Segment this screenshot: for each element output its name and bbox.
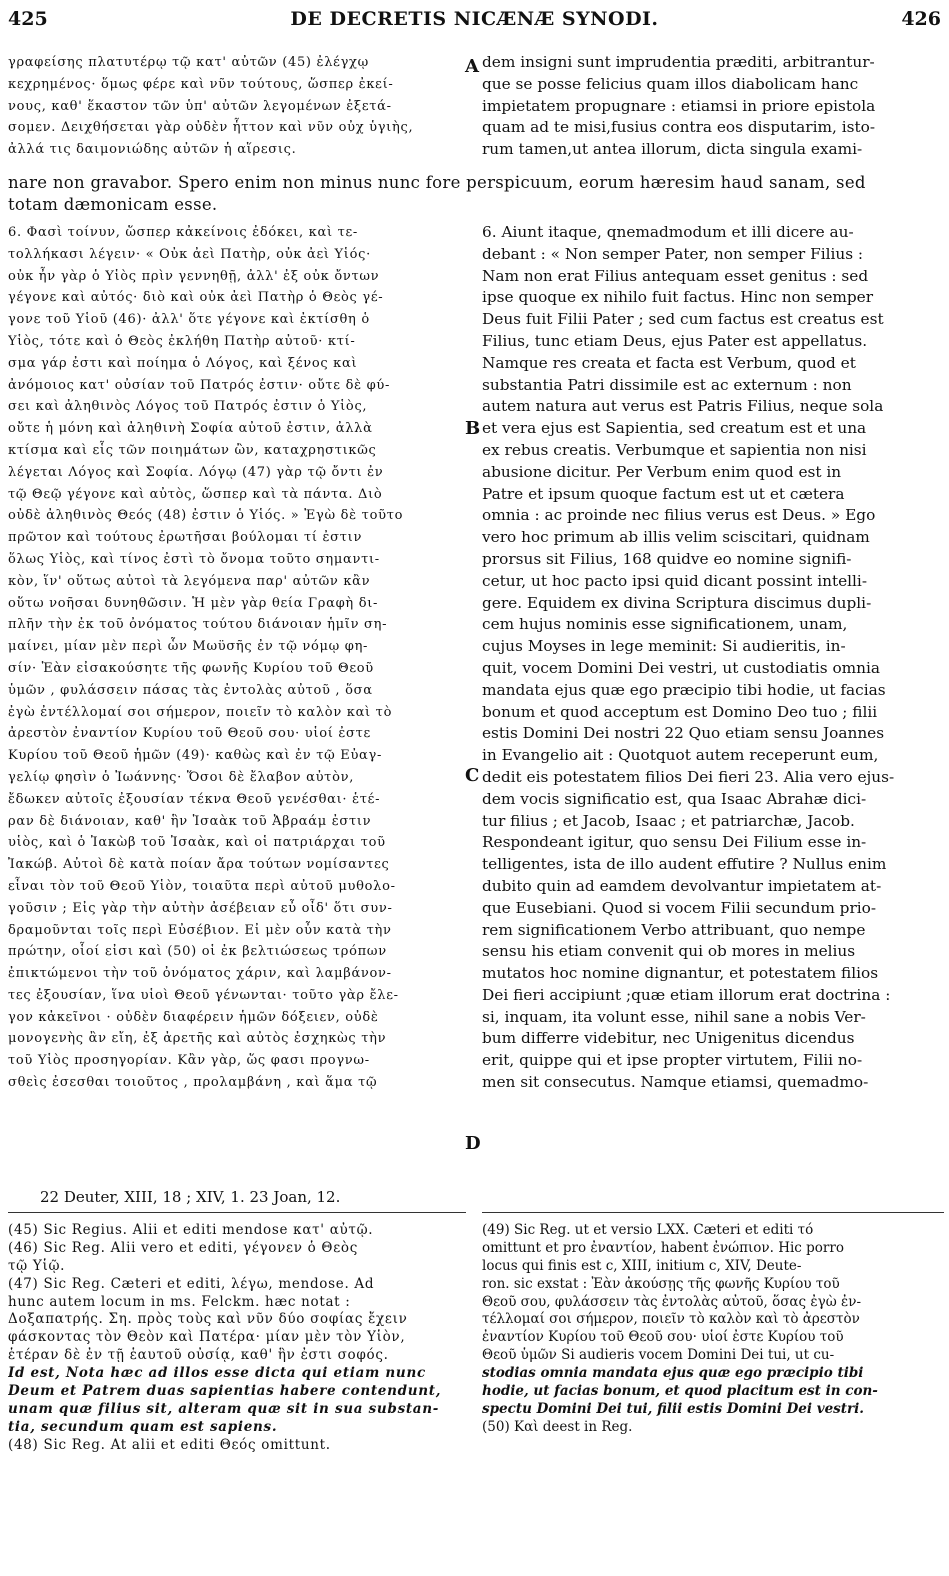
footnote-line: Θεοῦ σου, φυλάσσειν τὰς ἐντολὰς αὐτοῦ, ὅσας ἐγὼ ἐν- [482, 1293, 862, 1310]
latin-text-line: rem significationem Verbo attribuant, quo nempe [482, 920, 866, 939]
footnote-line: (49) Sic Reg. ut et versio LXX. Cæteri et editi τό [482, 1222, 814, 1238]
greek-text-line: οὔτε ἡ μόνη καὶ ἀληθινὴ Σοφία αὐτοῦ ἐστιν, ἀλλὰ [8, 421, 373, 437]
greek-text-line: ἀλλά τις δαιμονιώδης αὐτῶν ἡ αἵρεσις. [8, 142, 297, 158]
footnote-line: τῷ Υἱῷ. [8, 1257, 66, 1274]
page-number-left: 425 [8, 8, 48, 30]
latin-text-line: ex rebus creatis. Verbumque et sapientia non nisi [482, 440, 867, 459]
latin-text-line: dedit eis potestatem filios Dei fieri 23. Alia vero ejus- [482, 767, 895, 786]
greek-text-line: γέγονε καὶ αὐτός· διὸ καὶ οὐκ ἀεὶ Πατὴρ ὁ Θεὸς γέ- [8, 290, 384, 306]
greek-text-line: σθεὶς ἐσεσθαι τοιοῦτος , προλαμβάνη , καὶ ἅμα τῷ [8, 1075, 378, 1091]
full-width-text [8, 172, 943, 216]
greek-text-line: σει καὶ ἀληθινὸς Λόγος τοῦ Πατρός ἐστιν ὁ Υἱὸς, [8, 399, 368, 415]
greek-text-line: γοῦσιν ; Εἰς γὰρ τὴν αὐτὴν ἀσέβειαν εὖ οἶδ' ὅτι συν- [8, 900, 393, 916]
latin-text-line: cetur, ut hoc pacto ipsi quid dicant possint intelli- [482, 571, 867, 590]
footnote-rule-right [482, 1212, 944, 1213]
footnotes-left [8, 1222, 466, 1455]
greek-text-line: ἔδωκεν αὐτοῖς ἐξουσίαν τέκνα Θεοῦ γενέσθαι· ἑτέ- [8, 791, 381, 807]
footnote-line: hunc autem locum in ms. Felckm. hæc notat : [8, 1293, 351, 1310]
greek-text-line: πρώτην, οἷοί εἰσι καὶ (50) οἱ ἐκ βελτιώσεως τρόπων [8, 944, 387, 960]
latin-column-main [482, 222, 944, 1094]
latin-text-line: in Evangelio ait : Quotquot autem receperunt eum, [482, 746, 879, 765]
latin-text-line: mandata ejus quæ ego præcipio tibi hodie, ut facias [482, 680, 886, 699]
latin-text-line: mutatos hoc nomine dignantur, et potestatem filios [482, 964, 879, 983]
latin-text-line: erit, quippe qui et ipse propter virtutem, Filii no- [482, 1051, 863, 1070]
margin-marker-a: A [465, 56, 479, 77]
greek-text-line: μονογενὴς ἂν εἴη, ἐξ ἀρετῆς καὶ αὐτὸς ἐσχηκὼς τὴν [8, 1031, 387, 1047]
latin-text-line: que Eusebiani. Quod si vocem Filii secundum prio- [482, 898, 877, 917]
footnote-line: ἐναντίον Κυρίου τοῦ Θεοῦ σου· υἱοί ἐστε Κυρίου τοῦ [482, 1329, 844, 1346]
greek-text-line: Ἰακώβ. Αὐτοὶ δὲ κατὰ ποίαν ἄρα τούτων νομίσαντες [8, 857, 390, 873]
latin-text-line: sensu his etiam convenit qui ob mores in melius [482, 942, 856, 961]
footnote-rule-left [8, 1212, 466, 1213]
footnote-line: omittunt et pro ἐναντίον, habent ἐνώπιον. Hic porro [482, 1239, 844, 1256]
footnote-line: (47) Sic Reg. Cæteri et editi, λέγω, mendose. Ad [8, 1275, 375, 1292]
latin-text-line: abusione dicitur. Per Verbum enim quod est in [482, 462, 842, 481]
footnote-line: (45) Sic Regius. Alii et editi mendose κατ' αὐτῷ. [8, 1222, 374, 1238]
running-title: DE DECRETIS NICÆNÆ SYNODI. [290, 8, 659, 30]
latin-text-line: vero hoc primum ab illis velim sciscitari, quidnam [482, 528, 870, 547]
footnote-line: φάσκοντας τὸν Θεὸν καὶ Πατέρα· μίαν μὲν τὸν Υἱὸν, [8, 1329, 406, 1346]
greek-text-line: σμα γάρ ἐστι καὶ ποίημα ὁ Λόγος, καὶ ξένος καὶ [8, 355, 358, 371]
full-width-text-line: nare non gravabor. Spero enim non minus nunc fore perspicuum, eorum hæresim haud sanam, sed [8, 173, 866, 192]
latin-text-line: quam ad te misi,fusius contra eos disputarim, isto- [482, 118, 875, 137]
footnote-line: hodie, ut facias bonum, et quod placitum est in con- [482, 1383, 878, 1400]
footnote-line: τέλλομαί σοι σήμερον, ποιεῖν τὸ καλὸν καὶ τὸ ἀρεστὸν [482, 1311, 860, 1328]
latin-text-line: Respondeant igitur, quo sensu Dei Filium esse in- [482, 833, 867, 852]
greek-text-line: τολλήκασι λέγειν· « Οὐκ ἀεὶ Πατὴρ, οὐκ ἀεὶ Υἱός· [8, 246, 371, 262]
latin-text-line: 6. Aiunt itaque, qnemadmodum et illi dicere au- [482, 223, 854, 241]
latin-text-line: tur filius ; et Jacob, Isaac ; et patriarchæ, Jacob. [482, 811, 855, 830]
running-header [8, 8, 941, 38]
latin-text-line: prorsus sit Filius, 168 quidve eo nomine signifi- [482, 549, 852, 568]
greek-text-line: κεχρημένος· ὅμως φέρε καὶ νῦν τούτους, ὥσπερ ἐκεί- [8, 76, 394, 92]
footnote-line: ron. sic exstat : Ἐὰν ἀκούσῃς τῆς φωνῆς Κυρίου τοῦ [482, 1275, 840, 1292]
page-number-right: 426 [901, 8, 941, 30]
footnote-line: locus qui finis est c, XIII, initium c, XIV, Deute- [482, 1257, 802, 1274]
greek-text-line: ὅλως Υἱὸς, καὶ τίνος ἐστὶ τὸ ὄνομα τοῦτο σημαντι- [8, 551, 380, 567]
latin-text-line: Patre et ipsum quoque factum est ut et cætera [482, 484, 845, 503]
greek-text-line: Κυρίου τοῦ Θεοῦ ἡμῶν (49)· καθὼς καὶ ἐν τῷ Εὐαγ- [8, 748, 383, 764]
greek-column-main [8, 222, 466, 1094]
greek-text-line: οὐδὲ ἀληθινὸς Θεός (48) ἐστιν ὁ Υἱός. » Ἐγὼ δὲ τοῦτο [8, 508, 404, 524]
greek-text-line: πλῆν τὴν ἐκ τοῦ ὀνόματος τούτου διάνοιαν ἡμῖν ση- [8, 617, 388, 633]
margin-marker-d: D [465, 1133, 481, 1154]
footnotes-right [482, 1222, 944, 1437]
footnote-line: Δοξαπατρής. Ση. πρὸς τοὺς καὶ νῦν δύο σοφίας ἔχειν [8, 1311, 408, 1328]
greek-text-line: ἐπικτώμενοι τὴν τοῦ ὀνόματος χάριν, καὶ λαμβάνον- [8, 966, 392, 982]
footnote-line: (46) Sic Reg. Alii vero et editi, γέγονεν ὁ Θεὸς [8, 1239, 358, 1256]
greek-text-line: σίν· Ἐὰν εἰσακούσητε τῆς φωνῆς Κυρίου τοῦ Θεοῦ [8, 660, 374, 676]
footnote-line: stodias omnia mandata ejus quæ ego præcipio tibi [482, 1365, 864, 1382]
greek-text-line: Υἱὸς, τότε καὶ ὁ Θεὸς ἐκλήθη Πατὴρ αὐτοῦ· κτί- [8, 333, 356, 349]
greek-column-top [8, 52, 466, 161]
greek-text-line: γελίῳ φησὶν ὁ Ἰωάννης· Ὅσοι δὲ ἔλαβον αὐτὸν, [8, 769, 355, 785]
margin-marker-b: B [465, 418, 481, 439]
greek-text-line: πρῶτον καὶ τούτους ἐρωτῆσαι βούλομαι τί ἐστιν [8, 530, 363, 546]
latin-text-line: Dei fieri accipiunt ;quæ etiam illorum erat doctrina : [482, 985, 891, 1004]
footnote-line: tia, secundum quam est sapiens. [8, 1418, 278, 1435]
latin-text-line: Filius, tunc etiam Deus, ejus Pater est appellatus. [482, 331, 868, 350]
greek-text-line: λέγεται Λόγος καὶ Σοφία. Λόγῳ (47) γὰρ τῷ ὄντι ἐν [8, 464, 384, 480]
latin-text-line: cem hujus nominis esse significationem, unam, [482, 615, 848, 634]
greek-text-line: νους, καθ' ἕκαστον τῶν ὑπ' αὐτῶν λεγομένων ἐξετά- [8, 98, 392, 114]
greek-text-line: ραν δὲ διάνοιαν, καθ' ἣν Ἰσαὰκ τοῦ Ἀβραάμ ἐστιν [8, 813, 372, 829]
latin-text-line: men sit consecutus. Namque etiamsi, quemadmo- [482, 1073, 869, 1092]
latin-column-top [482, 52, 944, 161]
greek-text-line: τοῦ Υἱὸς προσηγορίαν. Κἂν γὰρ, ὥς φασι προγνω- [8, 1053, 370, 1069]
greek-text-line: σομεν. Δειχθήσεται γὰρ οὐδὲν ἧττον καὶ νῦν οὐχ ὑγιὴς, [8, 120, 414, 136]
footnote-line: ἑτέραν δὲ ἐν τῇ ἑαυτοῦ οὐσίᾳ, καθ' ἣν ἐστι σοφός. [8, 1347, 389, 1364]
latin-text-line: bonum et quod acceptum est Domino Deo tuo ; filii [482, 702, 878, 721]
footnote-line: (48) Sic Reg. At alii et editi Θεός omittunt. [8, 1436, 331, 1453]
footnote-line: (50) Καὶ deest in Reg. [482, 1418, 633, 1435]
footnote-line: unam quæ filius sit, alteram quæ sit in sua substan- [8, 1400, 440, 1417]
greek-text-line: υἱὸς, καὶ ὁ Ἰακὼβ τοῦ Ἰσαὰκ, καὶ οἱ πατριάρχαι τοῦ [8, 835, 386, 851]
greek-text-line: τῷ Θεῷ γέγονε καὶ αὐτὸς, ὥσπερ καὶ τὰ πάντα. Διὸ [8, 486, 383, 502]
greek-text-line: τες ἐξουσίαν, ἵνα υἱοὶ Θεοῦ γένωνται· τοῦτο γὰρ ἔλε- [8, 987, 399, 1003]
latin-text-line: estis Domini Dei nostri 22 Quo etiam sensu Joannes [482, 724, 885, 743]
latin-text-line: ipse quoque ex nihilo fuit factus. Hinc non semper [482, 288, 874, 307]
greek-text-line: γονε τοῦ Υἱοῦ (46)· ἀλλ' ὅτε γέγονε καὶ ἐκτίσθη ὁ [8, 312, 370, 328]
latin-text-line: et vera ejus est Sapientia, sed creatum est et una [482, 419, 867, 438]
latin-text-line: impietatem propugnare : etiamsi in priore epistola [482, 96, 876, 115]
latin-text-line: gere. Equidem ex divina Scriptura discimus dupli- [482, 593, 872, 612]
latin-text-line: telligentes, ista de illo audent effutire ? Nullus enim [482, 855, 887, 874]
greek-text-line: 6. Φασὶ τοίνυν, ὥσπερ κἀκείνοις ἐδόκει, καὶ τε- [8, 225, 358, 240]
latin-text-line: Nam non erat Filius antequam esset genitus : sed [482, 266, 869, 285]
greek-text-line: δραμοῦνται τοῖς περὶ Εὐσέβιον. Εἰ μὲν οὖν κατὰ τὴν [8, 922, 392, 938]
footnote-line: Θεοῦ ὑμῶν Si audieris vocem Domini Dei tui, ut cu- [482, 1347, 835, 1364]
footnote-line: Deum et Patrem duas sapientias habere contendunt, [8, 1383, 442, 1400]
greek-text-line: γον κἀκεῖνοι · οὐδὲν διαφέρειν ἡμῶν δόξειεν, οὐδὲ [8, 1009, 379, 1025]
greek-text-line: μαίνει, μίαν μὲν περὶ ὧν Μωϋσῆς ἐν τῷ νόμῳ φη- [8, 639, 369, 655]
latin-text-line: Deus fuit Filii Pater ; sed cum factus est creatus est [482, 310, 884, 329]
greek-text-line: ὑμῶν , φυλάσσειν πάσας τὰς ἐντολὰς αὐτοῦ , ὅσα [8, 682, 373, 698]
greek-text-line: ἀρεστὸν ἐναντίον Κυρίου τοῦ Θεοῦ σου· υἱοί ἐστε [8, 726, 371, 742]
latin-text-line: rum tamen,ut antea illorum, dicta singula exami- [482, 140, 863, 159]
greek-text-line: κτίσμα καὶ εἷς τῶν ποιημάτων ὢν, καταχρηστικῶς [8, 442, 377, 458]
latin-text-line: substantia Patri dissimile est ac externum : non [482, 375, 852, 394]
full-width-text-line: totam dæmonicam esse. [8, 194, 218, 214]
latin-text-line: dem vocis significatio est, qua Isaac Abrahæ dici- [482, 789, 867, 808]
latin-text-line: cujus Moyses in lege meminit: Si audieritis, in- [482, 637, 846, 656]
latin-text-line: bum differre videbitur, nec Unigenitus dicendus [482, 1029, 855, 1048]
greek-text-line: εἶναι τὸν τοῦ Θεοῦ Υἱὸν, τοιαῦτα περὶ αὐτοῦ μυθολο- [8, 878, 396, 894]
greek-text-line: γραφείσης πλατυτέρῳ τῷ κατ' αὐτῶν (45) ἐλέγχῳ [8, 55, 369, 70]
latin-text-line: si, inquam, ita volunt esse, nihil sane a nobis Ver- [482, 1007, 866, 1026]
latin-text-line: autem natura aut verus est Patris Filius, neque sola [482, 397, 884, 416]
latin-text-line: omnia : ac proinde nec filius verus est Deus. » Ego [482, 506, 876, 525]
margin-marker-c: C [465, 765, 480, 786]
latin-text-line: que se posse felicius quam illos diabolicam hanc [482, 74, 859, 93]
greek-text-line: ἐγὼ ἐντέλλομαί σοι σήμερον, ποιεῖν τὸ καλὸν καὶ τὸ [8, 704, 393, 720]
greek-text-line: ἀνόμοιος κατ' οὐσίαν τοῦ Πατρός ἐστιν· οὔτε δὲ φύ- [8, 377, 391, 393]
latin-text-line: quit, vocem Domini Dei vestri, ut custodiatis omnia [482, 658, 881, 677]
latin-text-line: dem insigni sunt imprudentia præditi, arbitrantur- [482, 53, 875, 71]
scripture-reference: 22 Deuter, XIII, 18 ; XIV, 1. 23 Joan, 12. [40, 1188, 341, 1206]
greek-text-line: οὕτω νοῆσαι δυνηθῶσιν. Ἡ μὲν γὰρ θεία Γραφὴ δι- [8, 595, 379, 611]
latin-text-line: dubito quin ad eamdem devolvantur impietatem at- [482, 876, 882, 895]
latin-text-line: debant : « Non semper Pater, non semper Filius : [482, 244, 864, 263]
greek-text-line: κὸν, ἵν' οὕτως αὐτοὶ τὰ λεγόμενα παρ' αὐτῶν κἂν [8, 573, 371, 589]
latin-text-line: Namque res creata et facta est Verbum, quod et [482, 353, 856, 372]
greek-text-line: οὐκ ἦν γὰρ ὁ Υἱὸς πρὶν γεννηθῇ, ἀλλ' ἐξ οὐκ ὄντων [8, 268, 380, 284]
footnote-line: Id est, Nota hæc ad illos esse dicta qui etiam nunc [8, 1365, 426, 1382]
footnote-line: spectu Domini Dei tui, filii estis Domini Dei vestri. [482, 1400, 864, 1417]
